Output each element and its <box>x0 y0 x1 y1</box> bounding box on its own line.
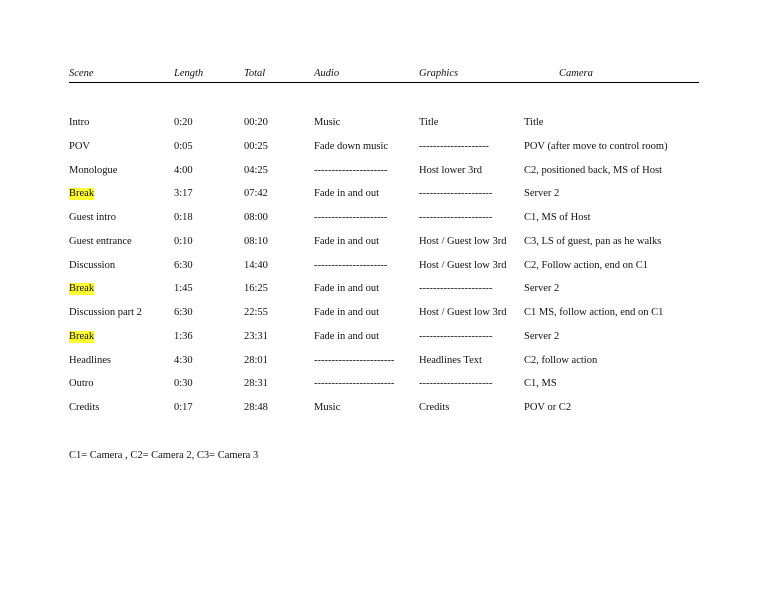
header-camera: Camera <box>559 68 593 79</box>
cell-audio: Music <box>314 402 341 413</box>
cell-length: 4:00 <box>174 164 193 176</box>
cell-total: 14:40 <box>244 259 268 271</box>
cell-audio: Fade in and out <box>314 307 380 318</box>
cell-total: 08:00 <box>244 212 268 223</box>
cell-length: 1:45 <box>174 283 193 295</box>
cell-graphics: --------------------- <box>419 283 493 295</box>
cell-total: 28:31 <box>244 378 268 390</box>
cell-length: 0:17 <box>174 402 193 413</box>
table-row <box>69 212 699 226</box>
cell-scene: Intro <box>69 117 90 128</box>
cell-total: 28:48 <box>244 402 268 413</box>
cell-length: 3:17 <box>174 188 193 200</box>
cell-audio: Fade down music <box>314 140 389 152</box>
cell-audio: ----------------------- <box>314 378 395 390</box>
cell-scene: Break <box>69 188 95 200</box>
cell-audio: --------------------- <box>314 164 388 176</box>
cell-graphics: Host / Guest low 3rd <box>419 235 507 247</box>
cell-camera: C2, follow action <box>524 354 598 366</box>
table-row <box>69 283 699 297</box>
table-row <box>69 117 699 131</box>
cell-length: 4:30 <box>174 354 193 366</box>
cell-scene: Monologue <box>69 164 118 176</box>
cell-graphics: Host lower 3rd <box>419 164 482 176</box>
cell-audio: ----------------------- <box>314 354 395 366</box>
cell-camera: Server 2 <box>524 188 560 200</box>
cell-audio: Fade in and out <box>314 283 380 295</box>
cell-audio: Fade in and out <box>314 188 380 200</box>
cell-total: 16:25 <box>244 283 268 295</box>
cell-scene: Headlines <box>69 354 111 366</box>
header-length: Length <box>174 68 204 79</box>
cell-total: 22:55 <box>244 307 268 318</box>
cell-camera: C1 MS, follow action, end on C1 <box>524 307 664 318</box>
cell-camera: C1, MS of Host <box>524 212 591 223</box>
cell-scene: Break <box>69 330 95 342</box>
table-row <box>69 188 699 202</box>
cell-camera: POV or C2 <box>524 402 572 413</box>
cell-total: 00:20 <box>244 117 268 128</box>
cell-camera: Server 2 <box>524 283 560 295</box>
cell-scene: Credits <box>69 402 100 413</box>
cell-audio: --------------------- <box>314 212 388 223</box>
header-graphics: Graphics <box>419 68 459 79</box>
table-row <box>69 355 699 369</box>
table-row <box>69 331 699 345</box>
cell-length: 0:30 <box>174 378 193 390</box>
table-row <box>69 378 699 392</box>
cell-camera: C1, MS <box>524 378 557 390</box>
cell-length: 0:05 <box>174 140 193 152</box>
cell-camera: C2, positioned back, MS of Host <box>524 164 662 176</box>
table-row <box>69 260 699 274</box>
cell-graphics: --------------------- <box>419 188 493 200</box>
camera-legend-footnote: C1= Camera , C2= Camera 2, C3= Camera 3 <box>69 450 259 461</box>
cell-audio: --------------------- <box>314 259 388 271</box>
cell-graphics: Credits <box>419 402 450 413</box>
cell-length: 1:36 <box>174 330 193 342</box>
cell-scene: Discussion part 2 <box>69 307 142 318</box>
cell-total: 00:25 <box>244 140 268 152</box>
cell-scene: POV <box>69 140 91 152</box>
cell-total: 07:42 <box>244 188 268 200</box>
cell-camera: C3, LS of guest, pan as he walks <box>524 235 662 247</box>
cell-graphics: Host / Guest low 3rd <box>419 259 507 271</box>
table-row <box>69 141 699 155</box>
cell-audio: Music <box>314 117 341 128</box>
cell-audio: Fade in and out <box>314 330 380 342</box>
table-row <box>69 236 699 250</box>
header-audio: Audio <box>314 68 340 79</box>
table-row <box>69 307 699 321</box>
cell-camera: Title <box>524 117 544 128</box>
cell-total: 28:01 <box>244 354 268 366</box>
cell-graphics: --------------------- <box>419 212 493 223</box>
cell-graphics: --------------------- <box>419 330 493 342</box>
cell-graphics: Title <box>419 117 439 128</box>
table-row <box>69 165 699 179</box>
table-row <box>69 402 699 416</box>
cell-total: 04:25 <box>244 164 268 176</box>
cell-length: 6:30 <box>174 307 193 318</box>
cell-length: 6:30 <box>174 259 193 271</box>
cell-length: 0:18 <box>174 212 193 223</box>
cell-length: 0:20 <box>174 117 193 128</box>
cell-length: 0:10 <box>174 235 193 247</box>
cell-scene: Guest entrance <box>69 235 132 247</box>
header-total: Total <box>244 68 266 79</box>
cell-scene: Guest intro <box>69 212 116 223</box>
header-scene: Scene <box>69 68 94 79</box>
cell-camera: POV (after move to control room) <box>524 140 668 152</box>
cell-total: 08:10 <box>244 235 268 247</box>
cell-scene: Discussion <box>69 259 116 271</box>
cell-camera: C2, Follow action, end on C1 <box>524 259 648 271</box>
cell-audio: Fade in and out <box>314 235 380 247</box>
cell-graphics: Host / Guest low 3rd <box>419 307 507 318</box>
cell-camera: Server 2 <box>524 330 560 342</box>
cell-scene: Break <box>69 283 95 295</box>
cell-scene: Outro <box>69 378 94 390</box>
cell-graphics: Headlines Text <box>419 354 482 366</box>
cell-graphics: -------------------- <box>419 140 489 152</box>
table-header-row <box>69 68 699 83</box>
cell-graphics: --------------------- <box>419 378 493 390</box>
cell-total: 23:31 <box>244 330 268 342</box>
